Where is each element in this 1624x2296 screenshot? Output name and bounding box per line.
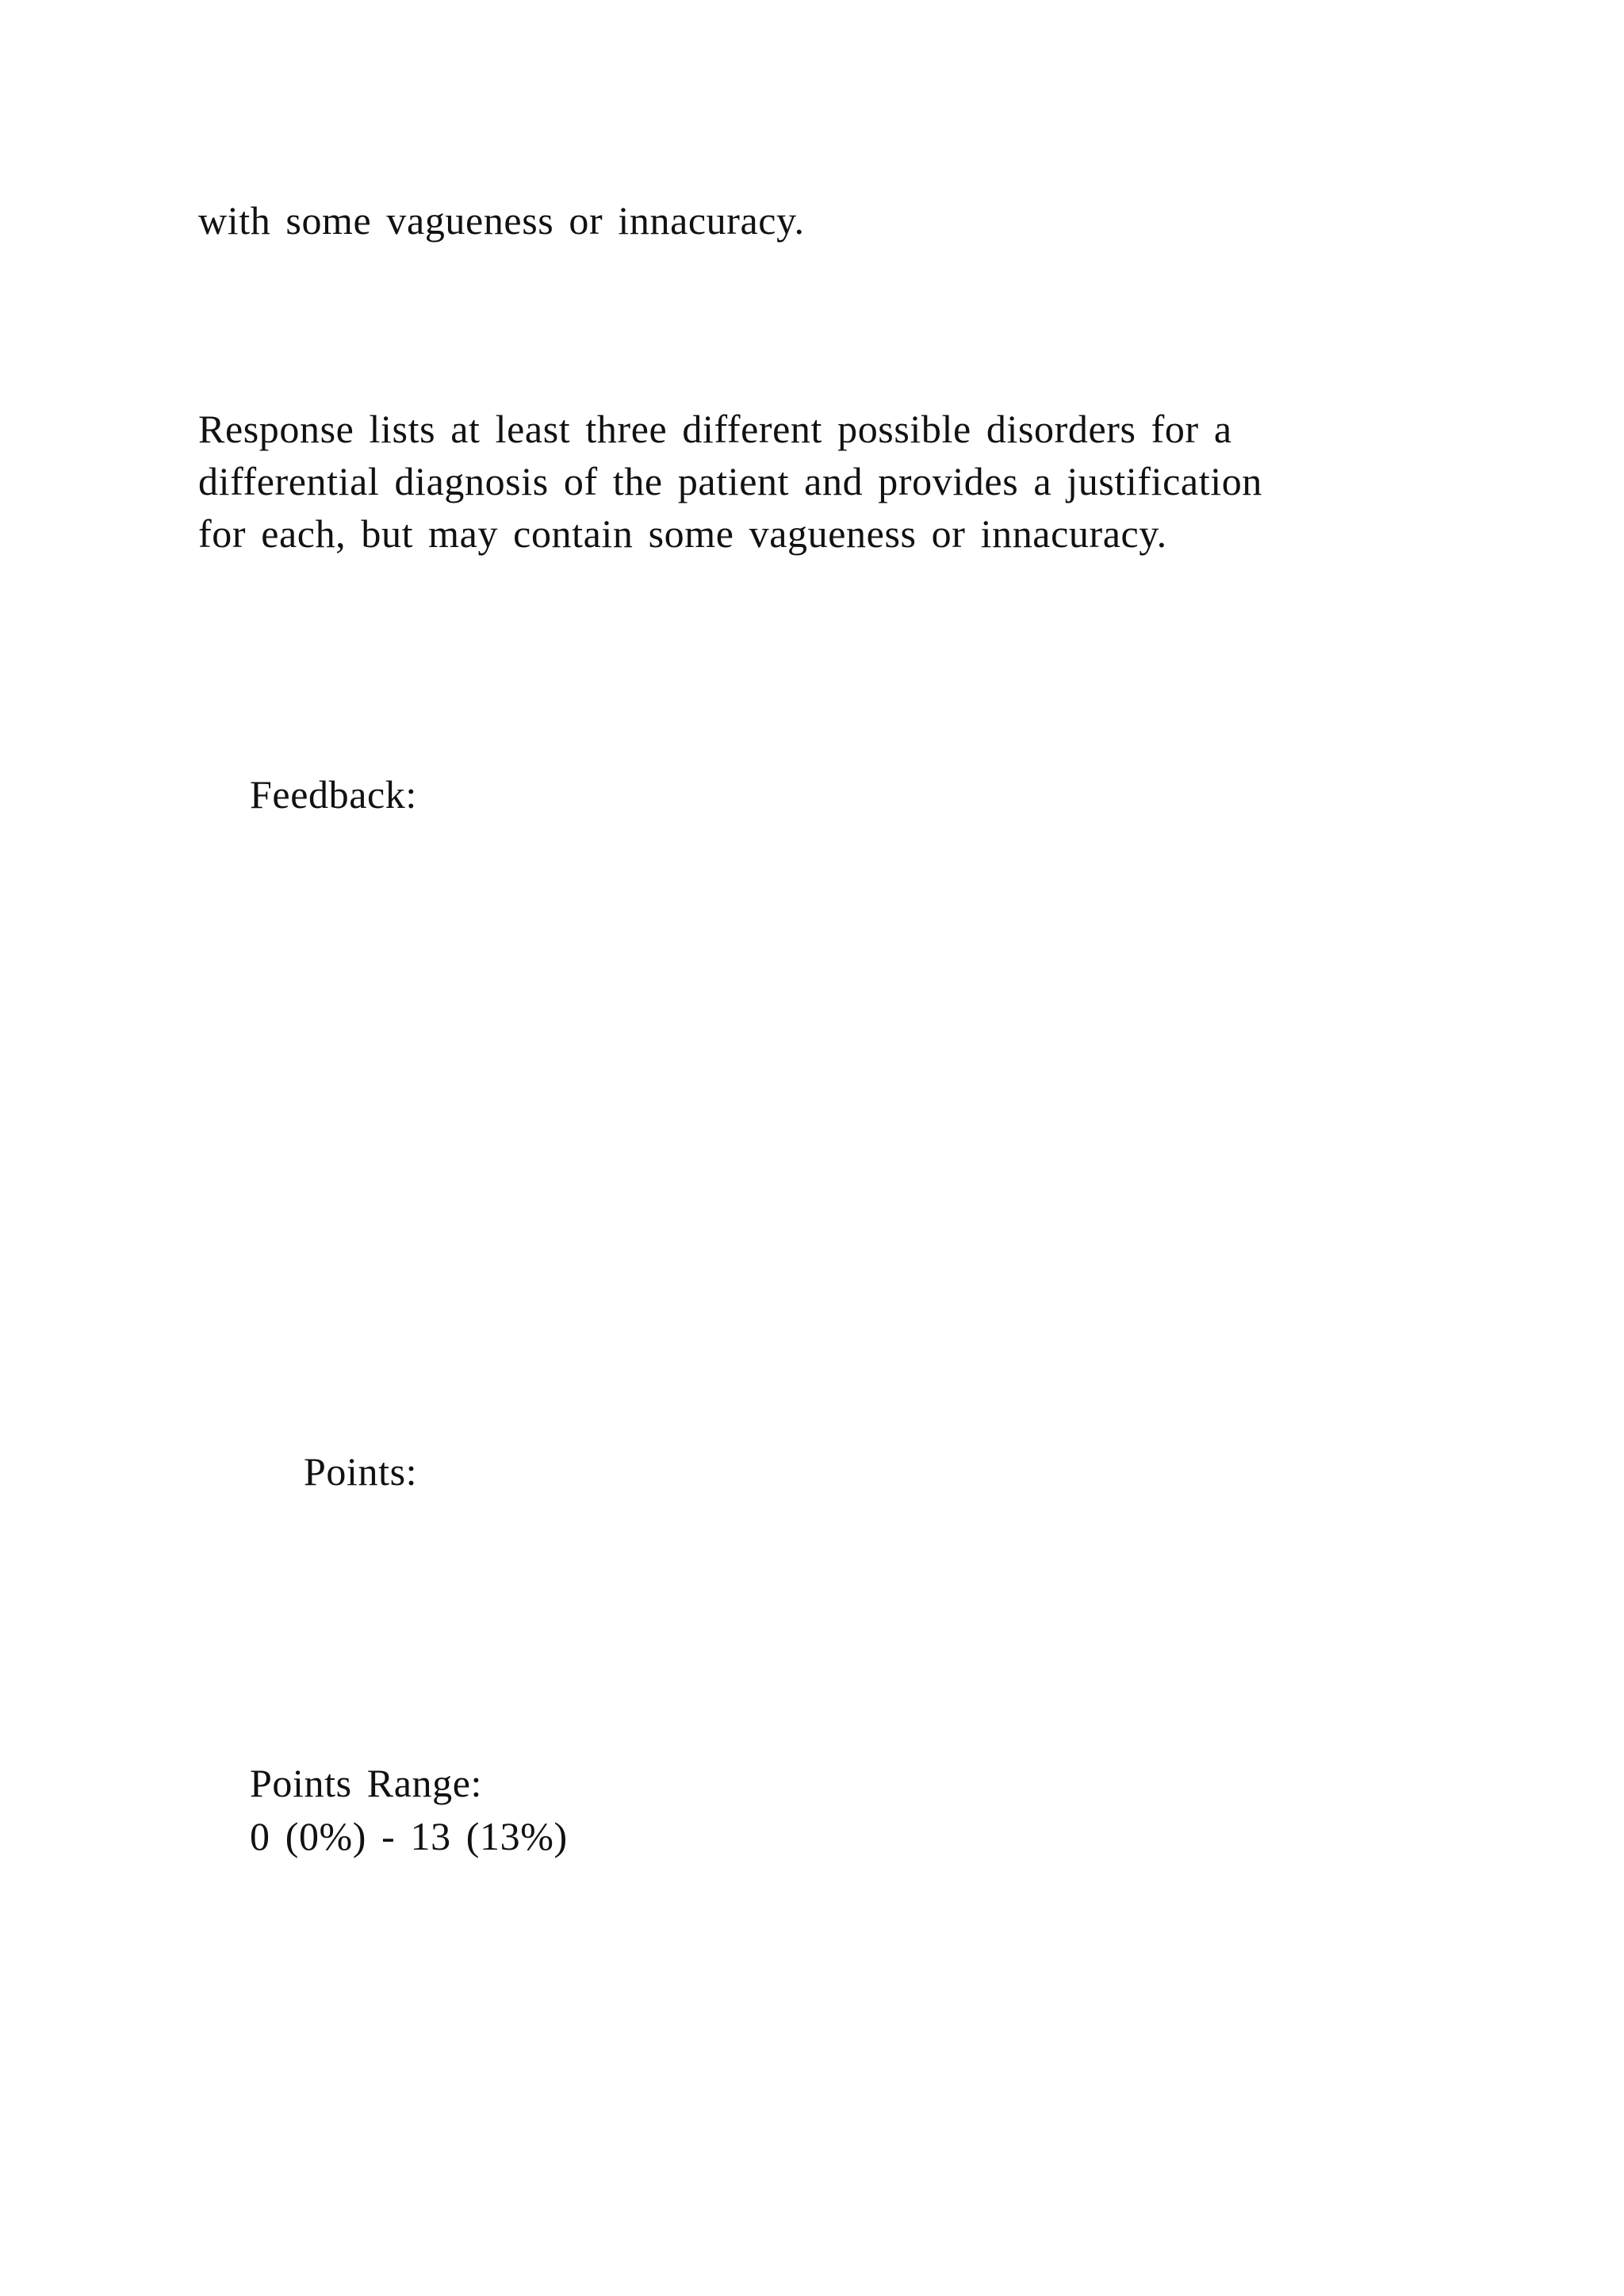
criterion-description: Response lists at least three different possible disorders for a differential diagnosis of the patient and provides a justification for each, but may contain some vagueness or innacuracy. xyxy=(198,407,1262,556)
continuation-text: with some vagueness or innacuracy. xyxy=(198,198,805,243)
points-range-value: 0 (0%) - 13 (13%) xyxy=(250,1814,568,1858)
points-label: Points: xyxy=(304,1449,418,1494)
points-range-label: Points Range: xyxy=(250,1761,482,1805)
feedback-label: Feedback: xyxy=(250,772,417,817)
